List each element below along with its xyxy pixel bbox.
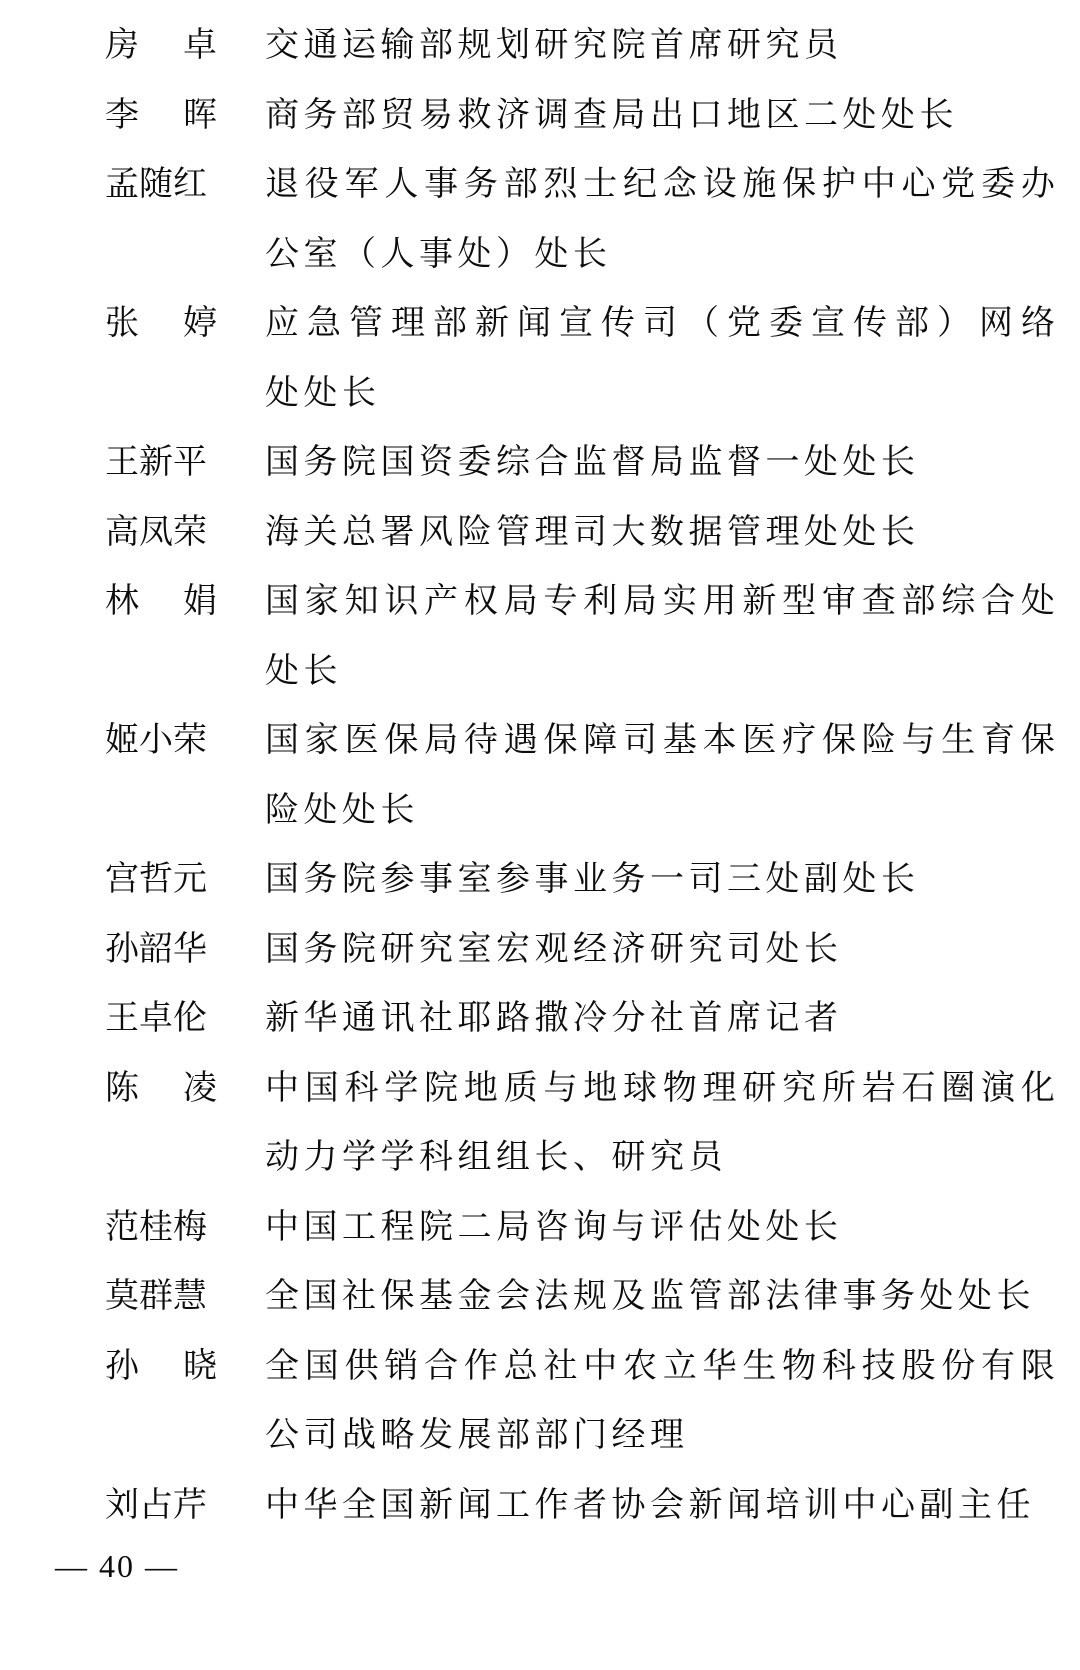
position-char: 闻 — [517, 305, 551, 342]
position-char: 演 — [981, 1069, 1016, 1107]
position-char: 军 — [344, 166, 379, 203]
person-name — [105, 1262, 217, 1332]
position-char: 国 — [304, 1069, 339, 1107]
name-char: 卓 — [183, 27, 217, 64]
person-position — [265, 81, 1055, 151]
position-char: 事 — [424, 166, 459, 203]
position-char: 科 — [821, 1347, 856, 1385]
person-position — [265, 845, 1055, 915]
name-char: 高 — [105, 513, 139, 551]
position-line: 公室（人事处）处长 — [265, 235, 612, 273]
roster-entry — [105, 1471, 1055, 1541]
person-name — [105, 428, 217, 498]
roster-entry — [105, 81, 1055, 151]
name-char: 卓 — [139, 1000, 173, 1037]
position-char: 综 — [941, 583, 976, 620]
position-char: 退 — [265, 166, 299, 203]
person-position — [265, 1054, 1055, 1193]
position-char: 司 — [623, 722, 658, 759]
position-char: 党 — [727, 305, 761, 342]
position-char: 中 — [583, 1347, 618, 1385]
person-name — [105, 567, 217, 637]
position-char: 利 — [583, 583, 618, 620]
roster-list — [105, 11, 1055, 1540]
person-position — [265, 1193, 1055, 1263]
position-line: 海关总署风险管理司大数据管理处处长 — [265, 513, 920, 551]
position-char: 圈 — [941, 1069, 976, 1107]
position-line: 公司战略发展部部门经理 — [265, 1417, 689, 1454]
position-char: 护 — [821, 166, 856, 203]
position-line: 商务部贸易救济调查局出口地区二处处长 — [265, 96, 958, 134]
person-name — [105, 498, 217, 568]
position-char: 务 — [463, 166, 498, 203]
position-line: 险处处长 — [265, 791, 419, 829]
position-char: 委 — [769, 305, 803, 342]
position-char: 家 — [304, 583, 339, 620]
position-char: 院 — [424, 1069, 459, 1107]
person-position — [265, 498, 1055, 568]
name-char: 韶 — [139, 930, 173, 968]
position-char: 党 — [941, 166, 976, 203]
position-line: 处处长 — [265, 374, 381, 412]
position-char: 学 — [384, 1069, 419, 1107]
roster-entry — [105, 289, 1055, 428]
position-char: 新 — [475, 305, 509, 342]
position-char: 合 — [424, 1347, 459, 1385]
person-position — [265, 915, 1055, 985]
name-char: 梅 — [173, 1208, 207, 1246]
position-char: 立 — [662, 1347, 697, 1385]
position-char: 管 — [349, 305, 383, 342]
position-char: 士 — [583, 166, 618, 203]
person-position — [265, 1471, 1055, 1541]
name-char: 凌 — [183, 1069, 217, 1107]
person-position — [265, 567, 1055, 706]
name-char: 群 — [139, 1278, 173, 1315]
person-name — [105, 1193, 217, 1263]
position-char: 保 — [543, 722, 578, 759]
position-char: 局 — [623, 583, 658, 620]
name-char: 李 — [105, 96, 139, 134]
name-char: 范 — [105, 1208, 139, 1246]
name-char: 占 — [139, 1486, 173, 1524]
position-char: 石 — [901, 1069, 936, 1107]
position-line: 中国工程院二局咨询与评估处处长 — [265, 1208, 843, 1246]
roster-entry — [105, 498, 1055, 568]
position-line — [265, 150, 1055, 220]
position-line: 国务院参事室参事业务一司三处副处长 — [265, 861, 920, 898]
person-position — [265, 150, 1055, 289]
roster-entry — [105, 150, 1055, 289]
position-char: 地 — [583, 1069, 618, 1107]
position-line — [265, 1332, 1055, 1402]
position-char: 识 — [384, 583, 419, 620]
page-footer — [55, 1548, 179, 1584]
position-char: 农 — [623, 1347, 658, 1385]
position-char: 型 — [782, 583, 817, 620]
roster-entry — [105, 1193, 1055, 1263]
person-name — [105, 1054, 217, 1124]
position-char: 技 — [861, 1347, 896, 1385]
position-char: 保 — [821, 722, 856, 759]
position-line: 动力学学科组组长、研究员 — [265, 1139, 727, 1176]
person-name — [105, 915, 217, 985]
name-char: 新 — [139, 444, 173, 481]
position-char: 物 — [662, 1069, 697, 1107]
name-char: 王 — [105, 444, 139, 481]
position-char: 合 — [981, 583, 1016, 620]
position-char: 障 — [583, 722, 618, 759]
position-char: 份 — [941, 1347, 976, 1385]
position-char: 基 — [662, 722, 697, 759]
name-char: 凤 — [139, 513, 173, 551]
person-name — [105, 984, 217, 1054]
position-char: 究 — [782, 1069, 817, 1107]
position-char: 部 — [433, 305, 467, 342]
position-char: 部 — [503, 166, 538, 203]
position-char: 保 — [1020, 722, 1055, 759]
name-char: 晖 — [183, 96, 217, 134]
position-char: 总 — [503, 1347, 538, 1385]
position-char: 急 — [307, 305, 341, 342]
name-char: 林 — [105, 583, 139, 620]
position-char: 办 — [1020, 166, 1055, 203]
position-char: 供 — [344, 1347, 379, 1385]
person-name — [105, 289, 217, 359]
position-line: 新华通讯社耶路撒冷分社首席记者 — [265, 1000, 843, 1037]
position-char: 部 — [901, 583, 936, 620]
person-name — [105, 1332, 217, 1402]
person-position — [265, 11, 1055, 81]
name-char: 伦 — [173, 1000, 207, 1037]
position-line: 中华全国新闻工作者协会新闻培训中心副主任 — [265, 1486, 1035, 1524]
position-line: 国务院国资委综合监督局监督一处处长 — [265, 444, 920, 481]
position-char: 国 — [265, 583, 299, 620]
name-char: 元 — [173, 861, 207, 898]
position-char: 所 — [821, 1069, 856, 1107]
position-char: 遇 — [503, 722, 538, 759]
position-char: 知 — [344, 583, 379, 620]
position-line — [265, 567, 1055, 637]
position-char: 局 — [503, 583, 538, 620]
position-char: 宣 — [559, 305, 593, 342]
page-number: — 40 — — [55, 1548, 179, 1584]
position-char: 育 — [981, 722, 1016, 759]
position-char: 审 — [821, 583, 856, 620]
position-char: 研 — [742, 1069, 777, 1107]
position-char: 理 — [702, 1069, 737, 1107]
position-char: 国 — [304, 1347, 339, 1385]
name-char: 芹 — [173, 1486, 207, 1524]
position-char: 中 — [265, 1069, 299, 1107]
position-char: 与 — [543, 1069, 578, 1107]
position-char: 设 — [702, 166, 737, 203]
position-char: 医 — [344, 722, 379, 759]
name-char: 晓 — [183, 1347, 217, 1385]
position-char: 施 — [742, 166, 777, 203]
position-char: 烈 — [543, 166, 578, 203]
person-name — [105, 81, 217, 151]
position-char: 权 — [463, 583, 498, 620]
roster-entry — [105, 845, 1055, 915]
name-char: 红 — [173, 166, 207, 203]
name-char: 莫 — [105, 1278, 139, 1315]
position-char: 物 — [782, 1347, 817, 1385]
roster-entry — [105, 984, 1055, 1054]
name-char: 张 — [105, 305, 139, 342]
person-position — [265, 1332, 1055, 1471]
position-char: 新 — [742, 583, 777, 620]
position-char: 限 — [1020, 1347, 1055, 1385]
position-char: 宣 — [811, 305, 845, 342]
position-char: 役 — [304, 166, 339, 203]
position-char: 社 — [543, 1347, 578, 1385]
position-char: 全 — [265, 1347, 299, 1385]
person-name — [105, 11, 217, 81]
person-position — [265, 1262, 1055, 1332]
roster-entry — [105, 11, 1055, 81]
position-char: 保 — [782, 166, 817, 203]
position-line: 全国社保基金会法规及监管部法律事务处处长 — [265, 1278, 1035, 1315]
name-char: 王 — [105, 1000, 139, 1037]
roster-entry — [105, 915, 1055, 985]
position-char: 险 — [861, 722, 896, 759]
position-char: 国 — [265, 722, 299, 759]
name-char: 姬 — [105, 722, 139, 759]
roster-entry — [105, 1262, 1055, 1332]
position-char: 地 — [463, 1069, 498, 1107]
position-char: 中 — [861, 166, 896, 203]
roster-entry — [105, 567, 1055, 706]
name-char: 宫 — [105, 861, 139, 898]
person-position — [265, 984, 1055, 1054]
name-char: 随 — [139, 166, 173, 203]
person-name — [105, 150, 217, 220]
position-char: 专 — [543, 583, 578, 620]
position-char: 质 — [503, 1069, 538, 1107]
name-char: 孟 — [105, 166, 139, 203]
position-char: 实 — [662, 583, 697, 620]
position-line: 国务院研究室宏观经济研究司处长 — [265, 930, 843, 968]
position-char: 销 — [384, 1347, 419, 1385]
position-char: 球 — [623, 1069, 658, 1107]
name-char: 平 — [173, 444, 207, 481]
position-char: 化 — [1020, 1069, 1055, 1107]
position-char: 司 — [643, 305, 677, 342]
name-char: 荣 — [173, 513, 207, 551]
position-char: 医 — [742, 722, 777, 759]
position-line — [265, 1054, 1055, 1124]
position-char: 股 — [901, 1347, 936, 1385]
position-char: 科 — [344, 1069, 379, 1107]
roster-entry — [105, 1054, 1055, 1193]
position-char: 用 — [702, 583, 737, 620]
name-char: 桂 — [139, 1208, 173, 1246]
name-char: 孙 — [105, 1347, 139, 1385]
position-char: 网 — [979, 305, 1013, 342]
position-char: 与 — [901, 722, 936, 759]
position-line — [265, 289, 1055, 359]
name-char: 娟 — [183, 583, 217, 620]
position-char: 委 — [981, 166, 1016, 203]
position-char: 本 — [702, 722, 737, 759]
name-char: 华 — [173, 930, 207, 968]
position-char: 传 — [853, 305, 887, 342]
position-line: 交通运输部规划研究院首席研究员 — [265, 27, 843, 64]
person-position — [265, 289, 1055, 428]
person-name — [105, 1471, 217, 1541]
position-char: 应 — [265, 305, 299, 342]
position-char: 查 — [861, 583, 896, 620]
name-char: 刘 — [105, 1486, 139, 1524]
roster-entry — [105, 1332, 1055, 1471]
position-char: 生 — [742, 1347, 777, 1385]
roster-entry — [105, 428, 1055, 498]
position-char: 华 — [702, 1347, 737, 1385]
name-char: 陈 — [105, 1069, 139, 1107]
position-char: 心 — [901, 166, 936, 203]
person-name — [105, 845, 217, 915]
position-char: 生 — [941, 722, 976, 759]
position-char: 部 — [895, 305, 929, 342]
name-char: 小 — [139, 722, 173, 759]
name-char: 孙 — [105, 930, 139, 968]
position-char: 处 — [1020, 583, 1055, 620]
position-char: 产 — [424, 583, 459, 620]
position-char: 络 — [1021, 305, 1055, 342]
position-char: （ — [685, 305, 719, 342]
position-char: 传 — [601, 305, 635, 342]
position-line — [265, 706, 1055, 776]
position-char: 人 — [384, 166, 419, 203]
position-char: 保 — [384, 722, 419, 759]
position-char: ） — [937, 305, 971, 342]
position-char: 作 — [463, 1347, 498, 1385]
name-char: 荣 — [173, 722, 207, 759]
position-char: 理 — [391, 305, 425, 342]
person-position — [265, 706, 1055, 845]
roster-entry — [105, 706, 1055, 845]
position-char: 念 — [662, 166, 697, 203]
position-char: 家 — [304, 722, 339, 759]
name-char: 房 — [105, 27, 139, 64]
position-char: 疗 — [782, 722, 817, 759]
position-char: 有 — [981, 1347, 1016, 1385]
name-char: 慧 — [173, 1278, 207, 1315]
name-char: 哲 — [139, 861, 173, 898]
person-position — [265, 428, 1055, 498]
position-char: 局 — [424, 722, 459, 759]
position-char: 岩 — [861, 1069, 896, 1107]
name-char: 婷 — [183, 305, 217, 342]
position-line: 处长 — [265, 652, 342, 690]
position-char: 待 — [463, 722, 498, 759]
position-char: 纪 — [623, 166, 658, 203]
person-name — [105, 706, 217, 776]
